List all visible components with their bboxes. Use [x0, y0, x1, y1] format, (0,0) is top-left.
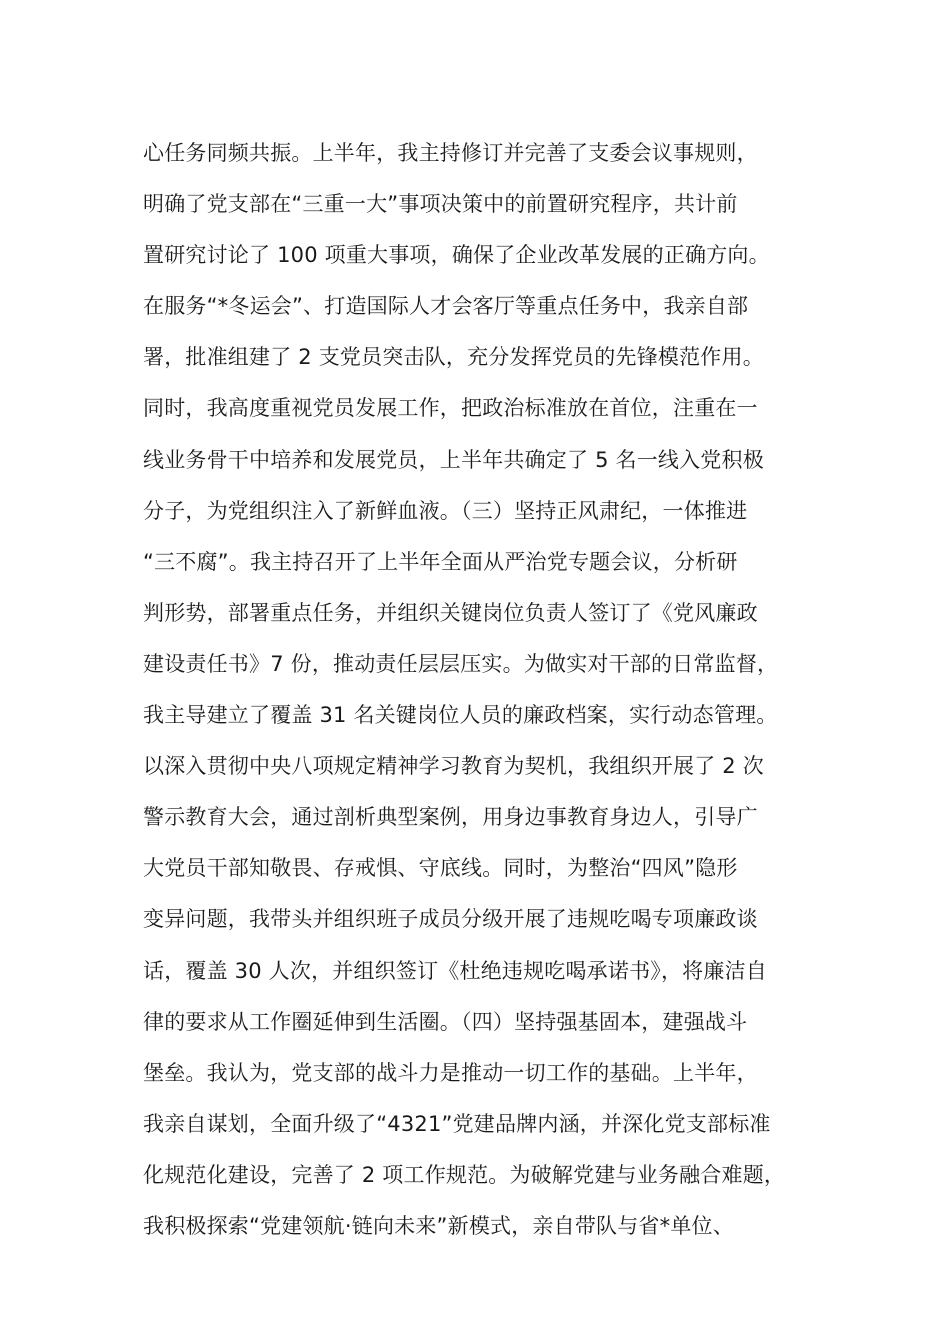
text-line: 变异问题，我带头并组织班子成员分级开展了违规吃喝专项廉政谈: [143, 907, 758, 932]
text-line: 线业务骨干中培养和发展党员，上半年共确定了 5 名一线入党积极: [143, 447, 764, 472]
text-line: 话，覆盖 30 人次，并组织签订《杜绝违规吃喝承诺书》，将廉洁自: [143, 958, 767, 983]
text-line: 我亲自谋划，全面升级了“4321”党建品牌内涵，并深化党支部标准: [143, 1111, 771, 1136]
text-line: 在服务“*冬运会”、打造国际人才会客厅等重点任务中，我亲自部: [143, 294, 749, 319]
text-line: 律的要求从工作圈延伸到生活圈。（四）坚持强基固本，建强战斗: [143, 1009, 748, 1034]
text-line: 置研究讨论了 100 项重大事项，确保了企业改革发展的正确方向。: [143, 243, 770, 268]
text-line: 同时，我高度重视党员发展工作，把政治标准放在首位，注重在一: [143, 396, 758, 421]
text-line: 明确了党支部在“三重一大”事项决策中的前置研究程序，共计前: [143, 192, 738, 217]
text-line: 我积极探索“党建领航·链向未来”新模式，亲自带队与省*单位、: [143, 1213, 734, 1238]
text-line: 以深入贯彻中央八项规定精神学习教育为契机，我组织开展了 2 次: [143, 754, 764, 779]
text-line: 警示教育大会，通过剖析典型案例，用身边事教育身边人，引导广: [143, 805, 758, 830]
text-line: 大党员干部知敬畏、存戒惧、守底线。同时，为整治“四风”隐形: [143, 856, 738, 881]
text-line: 署，批准组建了 2 支党员突击队，充分发挥党员的先锋模范作用。: [143, 345, 764, 370]
text-line: 堡垒。我认为，党支部的战斗力是推动一切工作的基础。上半年，: [143, 1060, 758, 1085]
text-line: 心任务同频共振。上半年，我主持修订并完善了支委会议事规则，: [143, 141, 758, 165]
text-line: “三不腐”。我主持召开了上半年全面从严治党专题会议，分析研: [143, 549, 738, 574]
text-line: 分子，为党组织注入了新鲜血液。（三）坚持正风肃纪，一体推进: [143, 498, 748, 523]
text-line: 化规范化建设，完善了 2 项工作规范。为破解党建与业务融合难题，: [143, 1162, 786, 1187]
text-line: 判形势，部署重点任务，并组织关键岗位负责人签订了《党风廉政: [143, 600, 758, 625]
text-line: 建设责任书》7 份，推动责任层层压实。为做实对干部的日常监督，: [143, 651, 779, 676]
body-text: [143, 128, 833, 1252]
text-line: 我主导建立了覆盖 31 名关键岗位人员的廉政档案，实行动态管理。: [143, 703, 778, 728]
